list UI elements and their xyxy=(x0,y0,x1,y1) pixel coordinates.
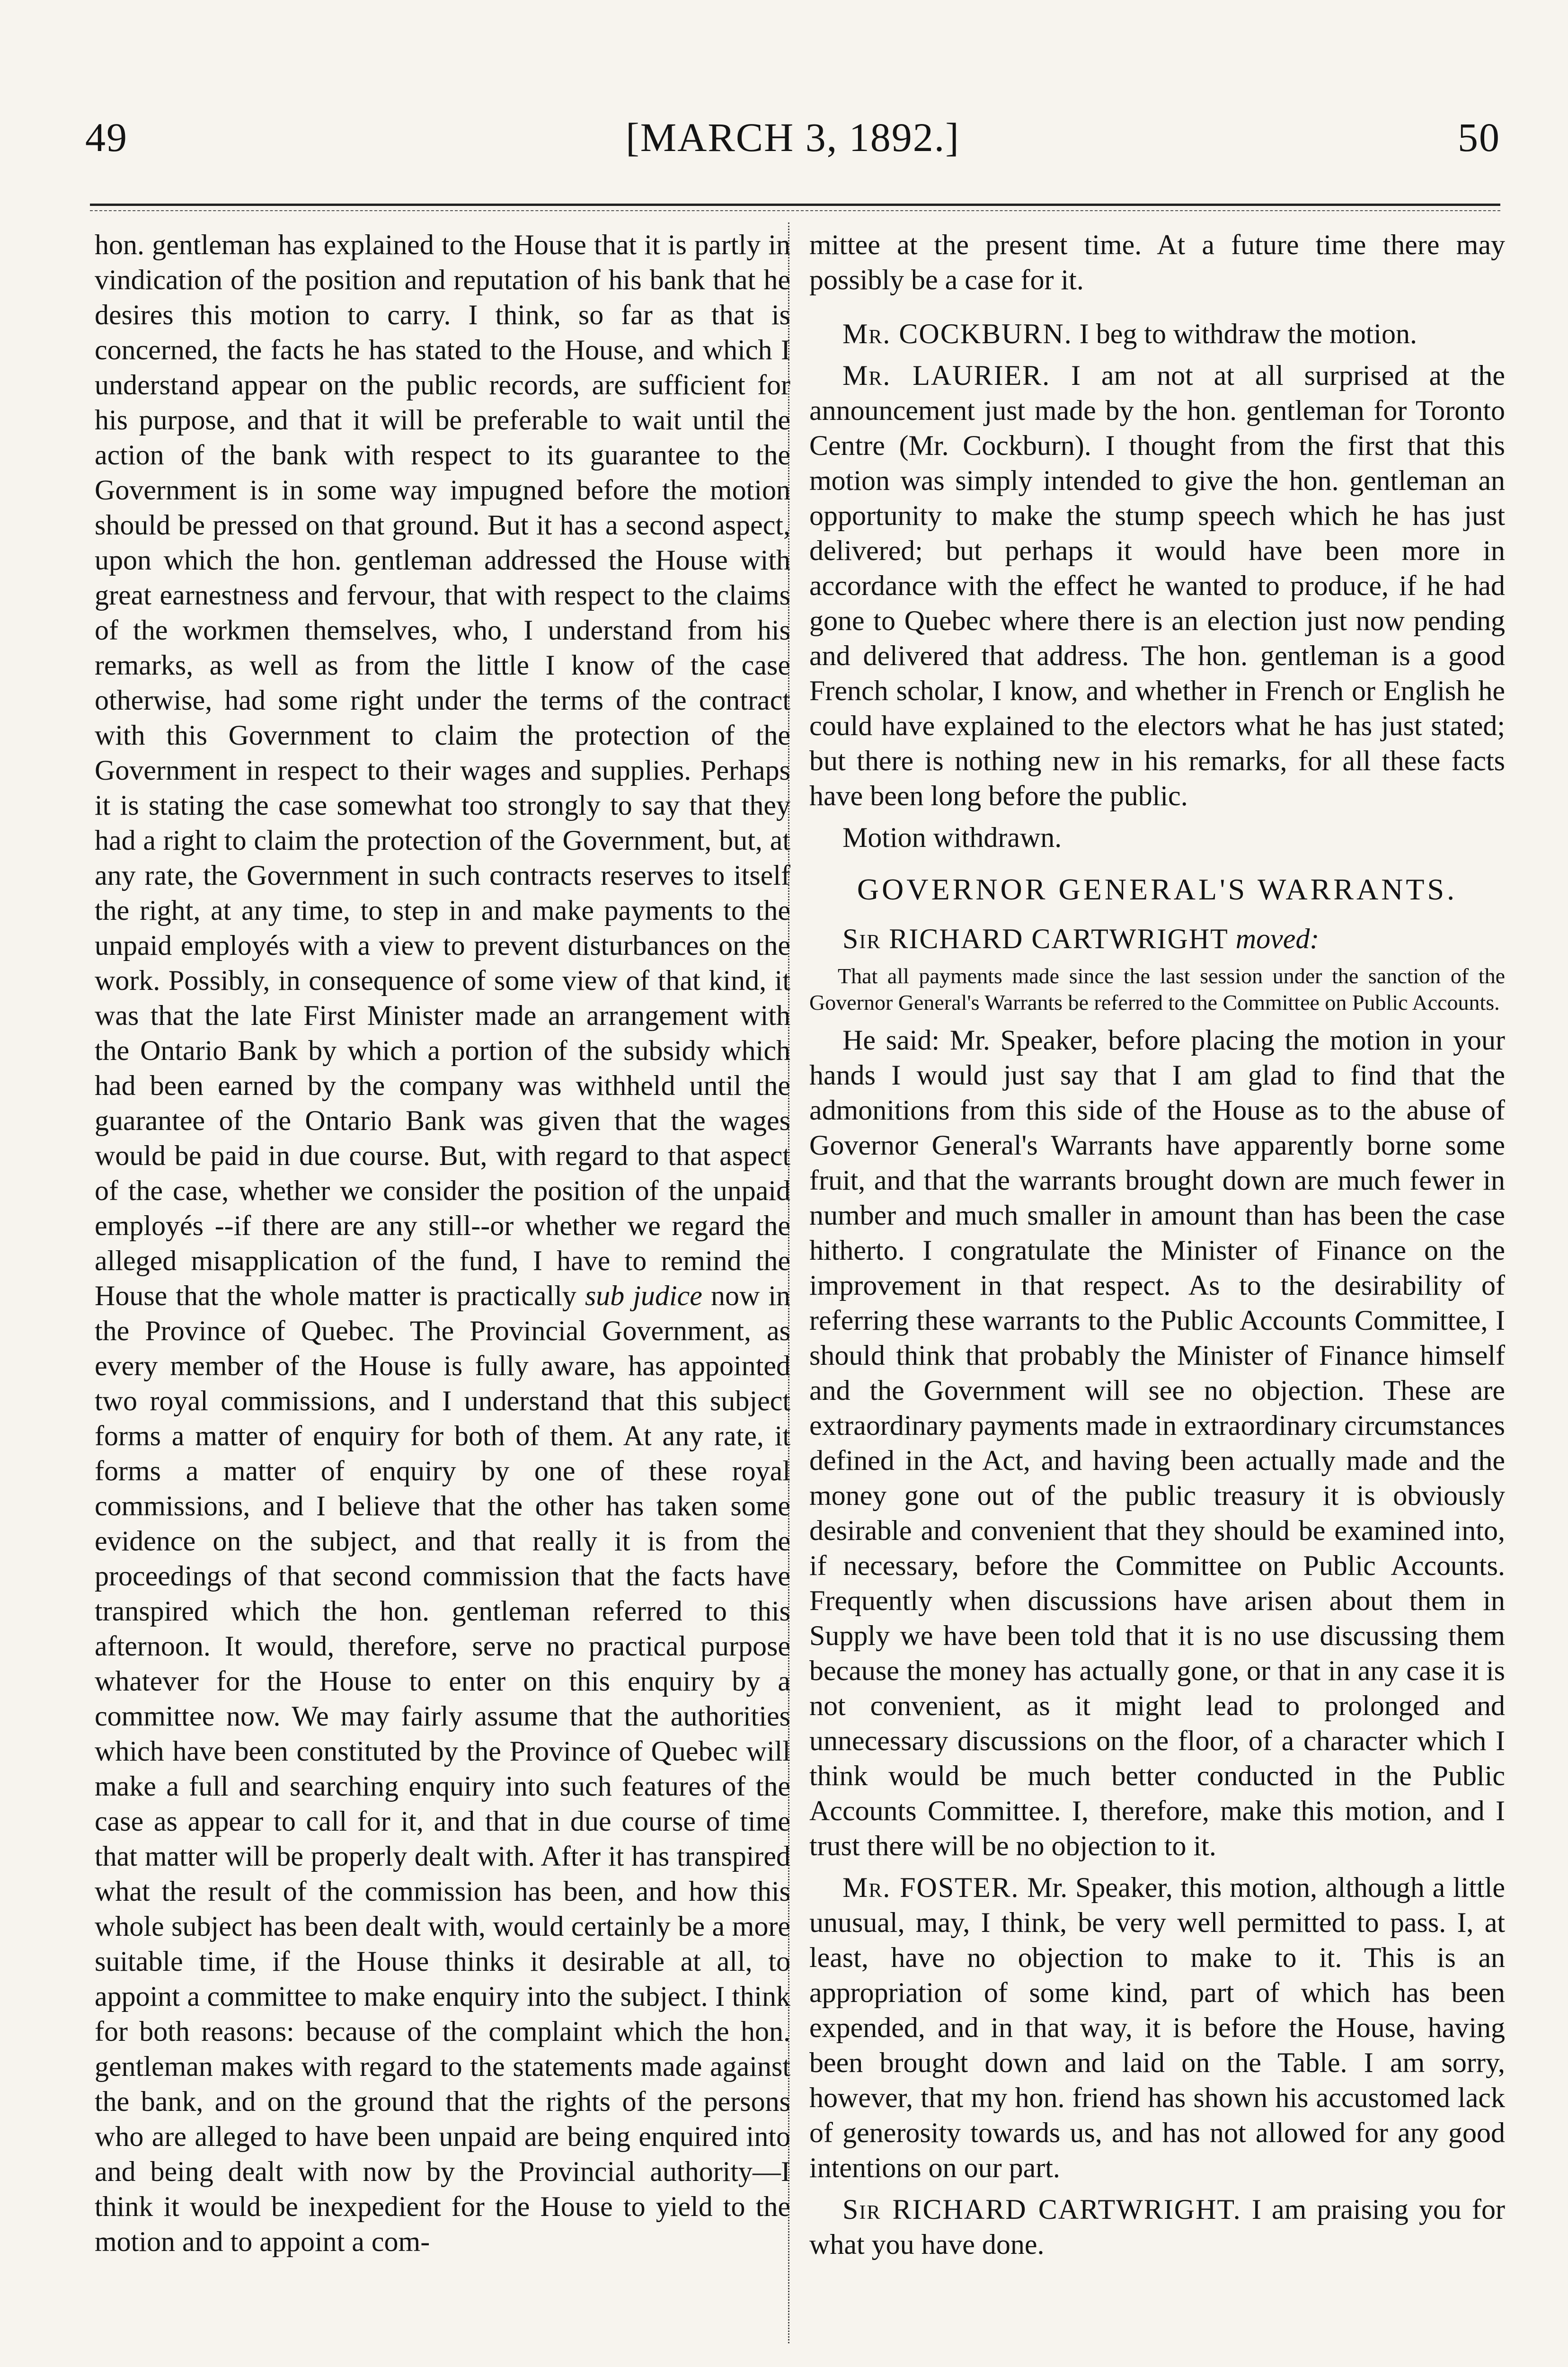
motion-quote: That all payments made since the last session under the sanction of the Governor General's Warrants be referred to the Committee on Public Accounts. xyxy=(809,964,1505,1014)
foster-text: Mr. Speaker, this motion, although a little unusual, may, I think, be very well permitted to pass. I, at least, have no objection to make to it. This is an appropriation of some kind, part of which has been expended, and in that way, it is before the House, having been brought down and laid on the Table. I am sorry, however, that my hon. friend has shown his accustomed lack of generosity towards us, and has not allowed for any good intentions on our part. xyxy=(809,1872,1505,2183)
cartwright-reply xyxy=(809,2192,1505,2262)
page-date: [MARCH 3, 1892.] xyxy=(626,115,960,160)
speaker-foster: Mr. FOSTER. xyxy=(842,1872,1019,1903)
motion-withdrawn: Motion withdrawn. xyxy=(842,822,1062,853)
cartwright-speech: He said: Mr. Speaker, before placing the motion in your hands I would just say that I am glad to find that the admonitions from this side of the House as to the abuse of Governor General's Warrants have apparently borne some fruit, and that the warrants brought down are much fewer in number and much smaller in amount than has been the case hitherto. I congratulate the Minister of Finance on the improvement in that respect. As to the desirability of referring these warrants to the Public Accounts Committee, I should think that probably the Minister of Finance himself and the Government will see no objection. These are extraordinary payments made in extraordinary circumstances defined in the Act, and having been actually made and the money gone out of the public treasury it is obviously desirable and convenient that they should be examined into, if necessary, before the Committee on Public Accounts. Frequently when discussions have arisen about them in Supply we have been told that it is no use discussing them because the money has actually gone, or that in any case it is not convenient, as it might lead to prolonged and unnecessary discussions on the floor, of a character which I think would be much better conducted in the Public Accounts Committee. I, therefore, make this motion, and I trust there will be no objection to it. xyxy=(809,1024,1505,1861)
left-text-part2: now in the Province of Quebec. The Provincial Government, as every member of the House is fully aware, has appointed two royal commissions, and I understand that this subject forms a matter of enquiry for both of them. At any rate, it forms a matter of enquiry by one of these royal commissions, and I believe that the other has taken some evidence on the subject, and that really it is from the proceedings of that second commission that the facts have transpired which the hon. gentleman referred to this afternoon. It would, therefore, serve no practical purpose whatever for the House to enter on this enquiry by a committee now. We may fairly assume that the authorities which have been constituted by the Province of Quebec will make a full and searching enquiry into such features of the case as appear to call for it, and that in due course of time that matter will be properly dealt with. After it has transpired what the result of the commission has been, and how this whole subject has been dealt with, would certainly be a more suitable time, if the House thinks it desirable at all, to appoint a committee to make enquiry into the subject. I think for both reasons: because of the complaint which the hon. gentleman makes with regard to the statements made against the bank, and on the ground that the rights of the persons who are alleged to have been unpaid are being enquired into and being dealt with now by the Provincial authority—I think it would be inexpedient for the House to yield to the motion and to appoint a com- xyxy=(95,1280,790,2257)
laurier-text: I am not at all surprised at the announcement just made by the hon. gentleman for Toronto Centre (Mr. Cockburn). I thought from the first that this motion was simply intended to give the hon. gentleman an opportunity to make the stump speech which he has just delivered; but perhaps it would have been more in accordance with the effect he wanted to produce, if he had gone to Quebec where there is an election just now pending and delivered that address. The hon. gentleman is a good French scholar, I know, and whether in French or English he could have explained to the electors what he has just stated; but there is nothing new in his remarks, for all these facts have been long before the public. xyxy=(809,360,1505,811)
left-column xyxy=(95,227,790,2343)
cartwright-reply-text: I am praising you for what you have done. xyxy=(809,2194,1505,2260)
page-number-right: 50 xyxy=(1458,115,1500,160)
speaker-cockburn: Mr. COCKBURN. xyxy=(842,318,1072,349)
page-number-left: 49 xyxy=(85,115,128,160)
speaker-laurier: Mr. LAURIER. xyxy=(842,360,1051,391)
foster-remark xyxy=(809,1870,1505,2185)
left-paragraph xyxy=(95,227,790,2259)
section-heading: GOVERNOR GENERAL'S WARRANTS. xyxy=(857,872,1458,906)
page-header xyxy=(85,95,1500,166)
header-rule-dashed xyxy=(90,210,1500,211)
cartwright-motion-intro xyxy=(809,921,1505,956)
cockburn-text: I beg to withdraw the motion. xyxy=(1079,318,1417,349)
right-column xyxy=(809,227,1505,2343)
moved-label: moved: xyxy=(1235,923,1320,954)
sub-judice-phrase: sub judice xyxy=(585,1280,702,1311)
right-opening-paragraph: mittee at the present time. At a future time there may possibly be a case for it. xyxy=(809,229,1505,295)
left-text-part1: hon. gentleman has explained to the House that it is partly in vindication of the position and reputation of his bank that he desires this motion to carry. I think, so far as that is concerned, the facts he has stated to the House, and which I understand appear on the public records, are sufficient for his purpose, and that it will be preferable to wait until the action of the bank with respect to its guarantee to the Government is in some way impugned before the motion should be pressed on that ground. But it has a second aspect, upon which the hon. gentleman addressed the House with great earnestness and fervour, that with respect to the claims of the workmen themselves, who, I understand from his remarks, as well as from the little I know of the case otherwise, had some right under the terms of the contract with this Government to claim the protection of the Government in respect to their wages and supplies. Perhaps it is stating the case somewhat too strongly to say that they had a right to claim the protection of the Government, but, at any rate, the Government in such contracts reserves to itself the right, at any time, to step in and make payments to the unpaid employés with a view to prevent disturbances on the work. Possibly, in consequence of some view of that kind, it was that the late First Minister made an arrangement with the Ontario Bank by which a portion of the subsidy which had been earned by the company was withheld until the guarantee of the Ontario Bank was given that the wages would be paid in due course. But, with regard to that aspect of the case, whether we consider the position of the unpaid employés --if there are any still--or whether we regard the alleged misapplication of the fund, I have to remind the House that the whole matter is practically xyxy=(95,229,790,1311)
speaker-cartwright: Sir RICHARD CARTWRIGHT xyxy=(842,923,1229,954)
header-rule xyxy=(90,204,1500,206)
laurier-remark xyxy=(809,358,1505,813)
cockburn-remark xyxy=(809,316,1505,351)
speaker-cartwright-2: Sir RICHARD CARTWRIGHT. xyxy=(842,2194,1241,2225)
